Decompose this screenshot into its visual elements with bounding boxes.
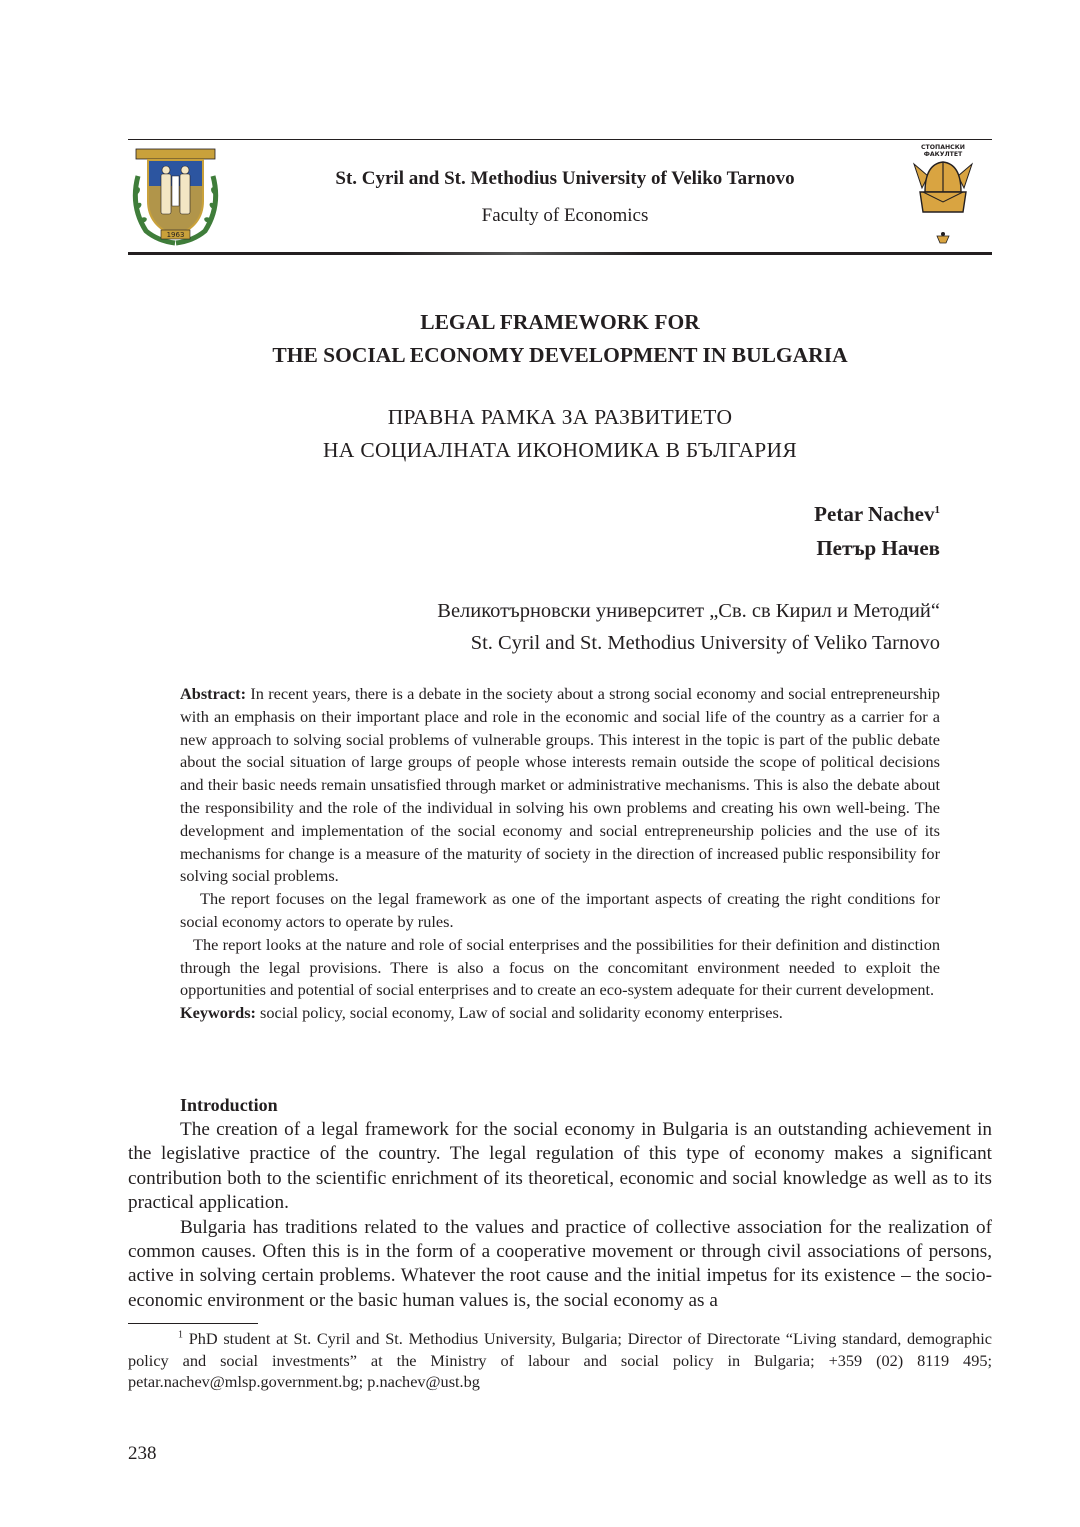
keywords-text: social policy, social economy, Law of social and solidarity economy enterprises.	[260, 1003, 783, 1023]
abstract-paragraph-3: The report looks at the nature and role of social enterprises and the possibilities for their definition and distinction through the legal provisions. There is also a focus on the concomitant environment needed to exploit the opportunities and potential of social enterprises and to create an eco-system adequate for their current development.	[180, 934, 940, 1000]
abstract-label: Abstract:	[180, 684, 247, 703]
title-bg-line-1: ПРАВНА РАМКА ЗА РАЗВИТИЕТО	[387, 405, 733, 429]
footnote-rule	[128, 1323, 258, 1324]
footnote-mark: 1	[178, 1329, 183, 1341]
introduction-heading: Introduction	[180, 1095, 278, 1115]
abstract-paragraph-2: The report focuses on the legal framework as one of the important aspects of creating the right conditions for social economy actors to operate by rules.	[180, 889, 940, 931]
introduction-body	[128, 1118, 992, 1313]
author-name-en-text: Petar Nachev	[814, 502, 935, 526]
paper-title-bulgarian	[128, 401, 992, 467]
abstract-section	[180, 683, 940, 1025]
title-en-line-1: LEGAL FRAMEWORK FOR	[420, 310, 700, 334]
introduction-paragraph-1: The creation of a legal framework for the social economy in Bulgaria is an outstanding achievement in the legislative practice of the country. The legal regulation of this type of economy makes a significant contribution both to the scientific enrichment of its theoretical, economic and social knowledge as well as to its practical application.	[128, 1119, 992, 1214]
university-crest-icon	[128, 146, 223, 246]
faculty-name: Faculty of Economics	[481, 205, 649, 226]
author-footnote-mark: 1	[934, 504, 940, 516]
svg-text:1963: 1963	[166, 231, 185, 239]
footnote-paragraph	[128, 1328, 992, 1393]
footnote-text: PhD student at St. Cyril and St. Methodius University, Bulgaria; Director of Directorate “Living standard, demographic policy and social investments” at the Ministry of labour and social policy in Bulgaria; +359 (02) 8119 495; petar.nachev@mlsp.government.bg; p.nachev@ust.bg	[128, 1329, 992, 1392]
author-name-english	[814, 502, 940, 527]
header-bottom-rule	[128, 252, 992, 255]
affiliation-bulgarian: Великотърновски университет „Св. св Кирил и Методий“	[437, 600, 940, 622]
title-en-line-2: THE SOCIAL ECONOMY DEVELOPMENT IN BULGARIA	[272, 343, 848, 367]
faculty-helmet-icon	[908, 142, 978, 250]
svg-text:ФАКУЛТЕТ: ФАКУЛТЕТ	[923, 151, 963, 158]
footnote	[128, 1328, 992, 1393]
keywords-label: Keywords:	[180, 1003, 256, 1023]
title-bg-line-2: НА СОЦИАЛНАТА ИКОНОМИКА В БЪЛГАРИЯ	[322, 438, 798, 462]
introduction-paragraph-2: Bulgaria has traditions related to the values and practice of collective association for the realization of common causes. Often this is in the form of a cooperative movement or through civil associations of persons, active in solving certain problems. Whatever the root cause and the initial impetus for its existence – the socio-economic environment or the basic human values is, the social economy as a	[128, 1216, 992, 1311]
svg-text:СТОПАНСКИ: СТОПАНСКИ	[921, 144, 965, 151]
paper-title-english	[128, 306, 992, 372]
abstract-paragraph-1	[180, 683, 940, 888]
abstract-p1-text: In recent years, there is a debate in the society about a strong social economy and social entrepreneurship with an emphasis on their important place and role in the economic and social life of the country as a carrier for a new approach to solving social problems of vulnerable groups. This interest in the topic is part of the public debate about the social situation of large groups of people whose interests remain outside the scope of political decisions and their basic needs remain unsatisfied through market or administrative mechanisms. This is also the debate about the responsibility and the role of the individual in solving his own problems and creating his own well-being. The development and implementation of the social economy and social entrepreneurship policies and the use of its mechanisms for change is a measure of the maturity of society in the direction of increased public responsibility for solving social problems.	[180, 684, 940, 886]
author-name-bulgarian: Петър Начев	[816, 536, 940, 560]
page-number: 238	[128, 1443, 157, 1464]
keywords-line	[180, 1002, 940, 1025]
affiliation-english: St. Cyril and St. Methodius University of Veliko Tarnovo	[470, 632, 940, 654]
header-top-rule	[128, 139, 992, 140]
university-name: St. Cyril and St. Methodius University of Veliko Tarnovo	[335, 168, 795, 189]
